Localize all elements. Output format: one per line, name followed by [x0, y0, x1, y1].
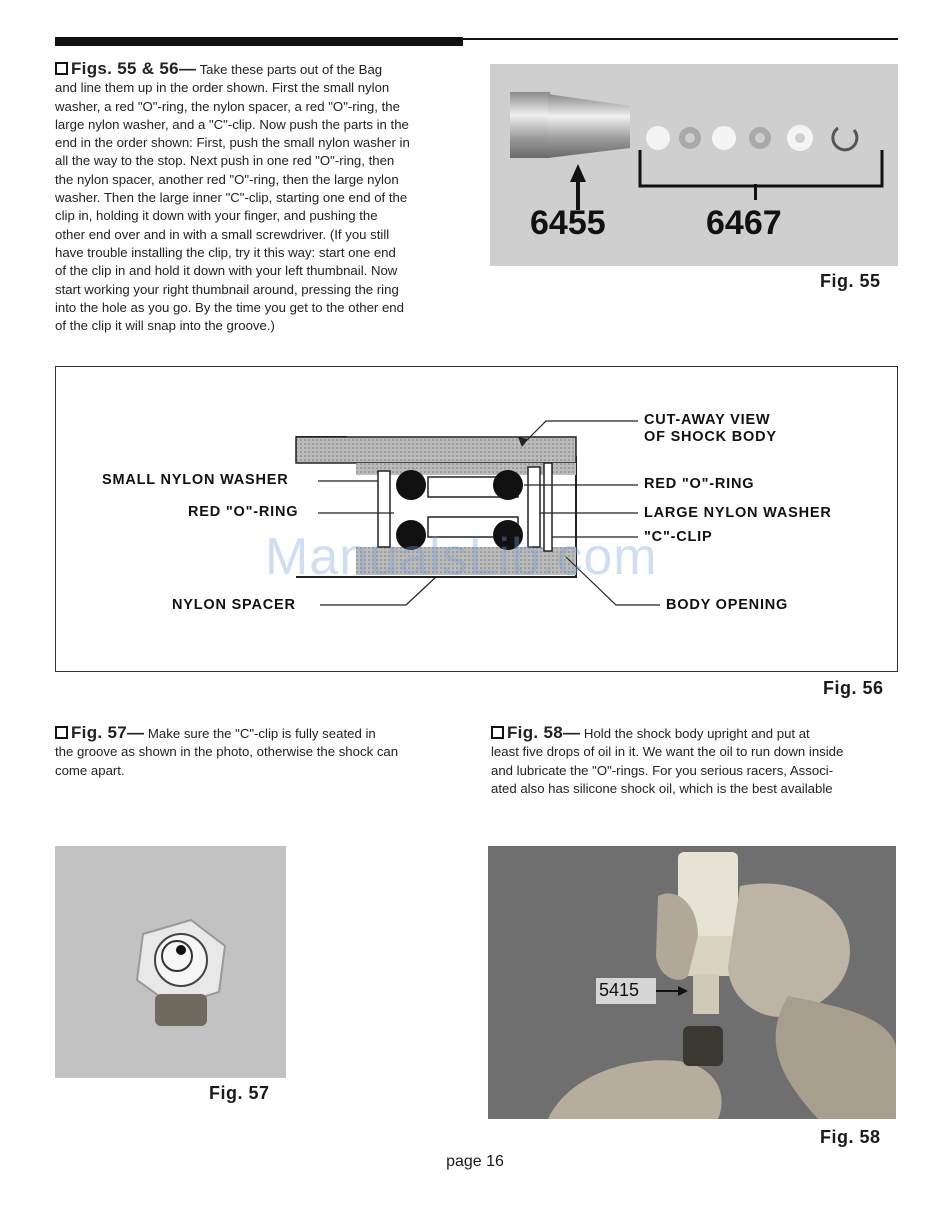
- text-line: other end over and in with a small screwdriver. (If you still: [55, 226, 390, 242]
- fig-56-caption: Fig. 56: [823, 678, 884, 698]
- text-line: into the hole as you go. By the time you get to the other end: [55, 299, 404, 315]
- fig-57-caption: Fig. 57: [209, 1083, 270, 1103]
- checkbox-icon[interactable]: [491, 726, 504, 739]
- text-line: Take these parts out of the Bag: [199, 62, 383, 77]
- fig-58-photo: [488, 846, 896, 1119]
- text-line: end in the order shown: First, push the small nylon washer in: [55, 135, 410, 151]
- top-rule-thin: [463, 38, 898, 40]
- label-c-clip: "C"-CLIP: [644, 529, 713, 545]
- section-55-56-heading: Figs. 55 & 56—: [71, 59, 197, 78]
- label-small-nylon-washer: SMALL NYLON WASHER: [102, 472, 289, 488]
- section-57-heading: Fig. 57—: [71, 723, 145, 742]
- fig-58-caption: Fig. 58: [820, 1127, 881, 1147]
- text-line: and lubricate the "O"-rings. For you serious racers, Associ-: [491, 762, 834, 778]
- shock-end-drawing: [55, 846, 286, 1078]
- section-58-text: [491, 724, 898, 798]
- text-line: of the clip in and hold it down with your left thumbnail. Now: [55, 263, 398, 279]
- section-58-line-1: [491, 724, 898, 743]
- checkbox-icon[interactable]: [55, 62, 68, 75]
- label-red-o-ring-left: RED "O"-RING: [188, 504, 299, 520]
- text-line: come apart.: [55, 762, 125, 778]
- part-number-6455: 6455: [530, 204, 606, 242]
- fig-56-diagram: [55, 366, 898, 672]
- text-line: and line them up in the order shown. First the small nylon: [55, 80, 390, 96]
- watermark: ManualsLib.com: [265, 528, 658, 586]
- page-number: page 16: [446, 1153, 504, 1170]
- section-55-56-text: [55, 60, 463, 335]
- fig-57-photo: [55, 846, 286, 1078]
- label-nylon-spacer: NYLON SPACER: [172, 597, 296, 613]
- checkbox-icon[interactable]: [55, 726, 68, 739]
- label-large-nylon-washer: LARGE NYLON WASHER: [644, 505, 832, 521]
- label-red-o-ring-right: RED "O"-RING: [644, 476, 755, 492]
- text-line: all the way to the stop. Next push in one red "O"-ring, then: [55, 153, 395, 169]
- text-line: of the clip it will snap into the groove.): [55, 318, 275, 334]
- text-line: washer, a red "O"-ring, the nylon spacer, a red "O"-ring, the: [55, 98, 400, 114]
- text-line: ated also has silicone shock oil, which is the best available: [491, 780, 833, 796]
- oil-bottle-drawing: [488, 846, 896, 1119]
- washer-row: [646, 125, 857, 151]
- fig-55-caption: Fig. 55: [820, 271, 881, 291]
- part-number-5415: 5415: [599, 980, 640, 1000]
- text-line: Make sure the "C"-clip is fully seated in: [147, 726, 376, 741]
- text-line: large nylon washer, and a "C"-clip. Now push the parts in the: [55, 116, 409, 132]
- text-line: least five drops of oil in it. We want the oil to run down inside: [491, 744, 844, 760]
- top-rule-thick: [55, 37, 463, 46]
- section-57-text: [55, 724, 463, 780]
- text-line: the nylon spacer, another red "O"-ring, then the large nylon: [55, 171, 399, 187]
- part-number-6467: 6467: [706, 204, 782, 242]
- section-55-56-line-1: [55, 60, 463, 79]
- text-line: start working your right thumbnail around, pressing the ring: [55, 281, 399, 297]
- text-line: Hold the shock body upright and put at: [583, 726, 810, 741]
- text-line: have trouble installing the clip, try it this way: start one end: [55, 244, 396, 260]
- text-line: washer. Then the large inner "C"-clip, starting one end of the: [55, 190, 408, 206]
- fig-55-photo: [490, 64, 898, 266]
- label-body-opening: BODY OPENING: [666, 597, 789, 613]
- text-line: clip in, holding it down with your finger, and pushing the: [55, 208, 378, 224]
- label-cutaway-line-2: OF SHOCK BODY: [644, 429, 777, 445]
- section-58-heading: Fig. 58—: [507, 723, 581, 742]
- section-57-line-1: [55, 724, 463, 743]
- label-cutaway-line-1: CUT-AWAY VIEW: [644, 412, 771, 428]
- text-line: the groove as shown in the photo, otherwise the shock can: [55, 744, 399, 760]
